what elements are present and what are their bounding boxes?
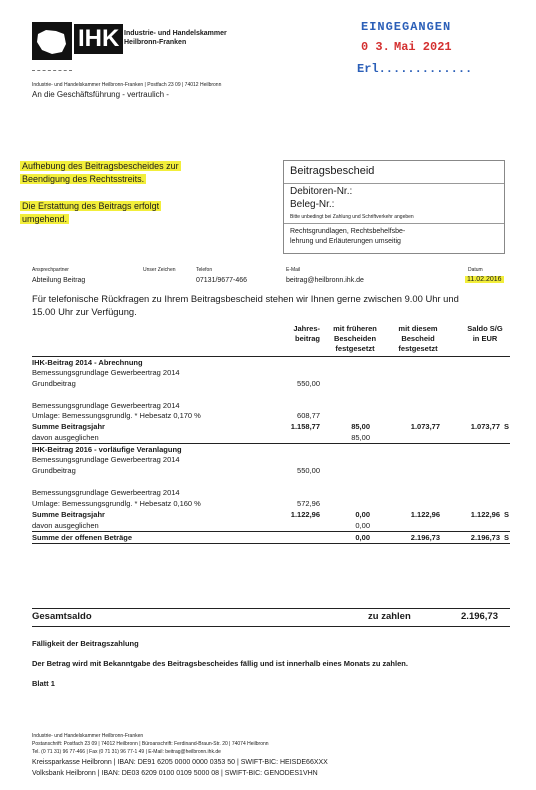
col-header-frueher bbox=[325, 324, 385, 354]
label-mail: E-Mail bbox=[286, 267, 301, 273]
ihk-logo bbox=[32, 22, 72, 60]
section1-sum-4: 1.073,77 bbox=[470, 422, 500, 431]
section1-sum-2: 85,00 bbox=[351, 422, 370, 431]
stamp-day: 0 3. bbox=[361, 40, 390, 54]
section1-top-rule bbox=[32, 356, 510, 357]
note-line4: umgehend. bbox=[22, 214, 68, 224]
org-name-line1: Industrie- und Handelskammer bbox=[124, 30, 227, 37]
beleg-label: Beleg-Nr.: bbox=[290, 199, 335, 210]
total-label: Gesamtsaldo bbox=[32, 611, 92, 622]
due-title: Fälligkeit der Beitragszahlung bbox=[32, 639, 139, 648]
debitor-label: Debitoren-Nr.: bbox=[290, 186, 353, 197]
box-legal-1: Rechtsgrundlagen, Rechtsbehelfsbe- bbox=[290, 228, 406, 235]
section1-row3: Bemessungsgrundlage Gewerbeertrag 2014 bbox=[32, 401, 180, 410]
open-flag: S bbox=[504, 533, 510, 542]
contact-date-value: 11.02.2016 bbox=[467, 276, 502, 283]
section2-paid-label: davon ausgeglichen bbox=[32, 521, 99, 530]
label-person: Ansprechpartner bbox=[32, 267, 69, 273]
section2-row4: Umlage: Bemessungsgrundlg. * Hebesatz 0,160 % bbox=[32, 499, 201, 508]
col2-line3: festgesetzt bbox=[335, 344, 375, 353]
bescheid-box bbox=[283, 160, 505, 254]
section1-paid-value: 85,00 bbox=[351, 433, 370, 442]
section1-row4: Umlage: Bemessungsgrundlg. * Hebesatz 0,170 % bbox=[32, 411, 201, 420]
section1-row4-value: 608,77 bbox=[297, 411, 320, 420]
col-header-diesem bbox=[388, 324, 448, 354]
logo-map-icon bbox=[32, 22, 72, 60]
section2-row2: Grundbeitrag bbox=[32, 466, 76, 475]
section2-sum-1: 1.122,96 bbox=[290, 510, 320, 519]
stamp-month-year: Mai 2021 bbox=[394, 40, 452, 54]
section1-sum-label: Summe Beitragsjahr bbox=[32, 422, 105, 431]
label-date: Datum bbox=[468, 267, 483, 273]
footer-contact: Tel. (0 71 31) 96 77-466 | Fax (0 71 31) 96 77-1 49 | E-Mail: beitrag@heilbronn.ihk.de bbox=[32, 749, 221, 755]
logo-text: IHK bbox=[74, 24, 123, 54]
total-top-rule bbox=[32, 608, 510, 609]
section1-sum-3: 1.073,77 bbox=[410, 422, 440, 431]
section1-paid-label: davon ausgeglichen bbox=[32, 433, 99, 442]
section2-sum-label: Summe Beitragsjahr bbox=[32, 510, 105, 519]
section2-title: IHK-Beitrag 2016 - vorläufige Veranlagung bbox=[32, 445, 182, 454]
section1-sum-flag: S bbox=[504, 422, 510, 431]
col3-line3: festgesetzt bbox=[398, 344, 438, 353]
col2-line2: Bescheiden bbox=[333, 334, 377, 343]
col-header-saldo bbox=[460, 324, 510, 344]
contact-mail: beitrag@heilbronn.ihk.de bbox=[286, 277, 364, 284]
section1-title: IHK-Beitrag 2014 - Abrechnung bbox=[32, 358, 143, 367]
section1-sum-1: 1.158,77 bbox=[290, 422, 320, 431]
total-amount: 2.196,73 bbox=[461, 611, 498, 622]
org-name-line2: Heilbronn-Franken bbox=[124, 39, 187, 46]
col3-line2: Bescheid bbox=[401, 334, 435, 343]
section2-row3: Bemessungsgrundlage Gewerbeertrag 2014 bbox=[32, 488, 180, 497]
sender-line: Industrie- und Handelskammer Heilbronn-Franken | Postfach 23 09 | 74012 Heilbronn bbox=[32, 82, 222, 88]
open-label: Summe der offenen Beträge bbox=[32, 533, 133, 542]
intro-line1: Für telefonische Rückfragen zu Ihrem Beitragsbescheid stehen wir Ihnen gerne zwischen 9.00 Uhr und bbox=[32, 293, 459, 304]
section2-row2-value: 550,00 bbox=[297, 466, 320, 475]
recipient-line: An die Geschäftsführung - vertraulich - bbox=[32, 90, 169, 99]
section2-sum-3: 1.122,96 bbox=[410, 510, 440, 519]
section2-sum-4: 1.122,96 bbox=[470, 510, 500, 519]
footer-bank-2: Volksbank Heilbronn | IBAN: DE03 6209 0100 0109 5000 08 | SWIFT-BIC: GENODES1VHN bbox=[32, 770, 318, 777]
section1-row1: Bemessungsgrundlage Gewerbeertrag 2014 bbox=[32, 368, 180, 377]
section2-row4-value: 572,96 bbox=[297, 499, 320, 508]
col1-line2: beitrag bbox=[294, 334, 320, 343]
col1-line1: Jahres- bbox=[293, 324, 320, 333]
section1-row2-value: 550,00 bbox=[297, 379, 320, 388]
note-line3: Die Erstattung des Beitrags erfolgt bbox=[22, 201, 160, 211]
footer-address: Postanschrift: Postfach 23 09 | 74012 Heilbronn | Büroanschrift: Ferdinand-Braun-Str. 20 | 74074 Heilbronn bbox=[32, 741, 269, 747]
col4-line2: in EUR bbox=[472, 334, 498, 343]
footer-org: Industrie- und Handelskammer Heilbronn-Franken bbox=[32, 733, 144, 739]
box-divider bbox=[284, 183, 504, 184]
total-bottom-rule bbox=[32, 626, 510, 627]
box-legal-2: lehrung und Erläuterungen umseitig bbox=[290, 238, 401, 245]
section2-paid-value: 0,00 bbox=[355, 521, 370, 530]
page-number: Blatt 1 bbox=[32, 679, 55, 688]
box-divider-2 bbox=[284, 223, 504, 224]
contact-phone: 07131/9677-466 bbox=[196, 277, 247, 284]
box-hint: Bitte unbedingt bei Zahlung und Schriftverkehr angeben bbox=[290, 214, 414, 220]
footer-bank-1: Kreissparkasse Heilbronn | IBAN: DE91 6205 0000 0000 0353 50 | SWIFT-BIC: HEISDE66XXX bbox=[32, 759, 328, 766]
label-ref: Unser Zeichen bbox=[143, 267, 176, 273]
note-line1: Aufhebung des Beitragsbescheides zur bbox=[22, 161, 179, 171]
logo-dashes bbox=[32, 70, 72, 71]
section1-row2: Grundbeitrag bbox=[32, 379, 76, 388]
col4-line1: Saldo S/G bbox=[467, 324, 503, 333]
label-phone: Telefon bbox=[196, 267, 213, 273]
section2-sum-2: 0,00 bbox=[355, 510, 370, 519]
section2-row1: Bemessungsgrundlage Gewerbeertrag 2014 bbox=[32, 455, 180, 464]
section2-sum-flag: S bbox=[504, 510, 510, 519]
stamp-title: EINGEGANGEN bbox=[361, 20, 452, 34]
open-bottom-rule bbox=[32, 543, 510, 544]
col-header-jahresbeitrag bbox=[270, 324, 320, 344]
total-due-label: zu zahlen bbox=[368, 611, 411, 622]
due-text: Der Betrag wird mit Bekanntgabe des Beitragsbescheides fällig und ist innerhalb eines Monats zu zahlen. bbox=[32, 659, 408, 668]
open-value-2: 0,00 bbox=[355, 533, 370, 542]
section2-top-rule bbox=[32, 443, 510, 444]
open-top-rule bbox=[32, 531, 510, 532]
open-value-3: 2.196,73 bbox=[410, 533, 440, 542]
intro-line2: 15.00 Uhr zur Verfügung. bbox=[32, 306, 137, 317]
contact-date bbox=[465, 276, 504, 284]
col2-line1: mit früheren bbox=[333, 324, 377, 333]
note-block bbox=[20, 160, 181, 226]
contact-person: Abteilung Beitrag bbox=[32, 277, 86, 284]
stamp-erl: Erl............. bbox=[357, 62, 473, 76]
open-value-4: 2.196,73 bbox=[470, 533, 500, 542]
col3-line1: mit diesem bbox=[398, 324, 438, 333]
note-line2: Beendigung des Rechtsstreits. bbox=[22, 174, 145, 184]
box-title: Beitragsbescheid bbox=[290, 165, 375, 177]
